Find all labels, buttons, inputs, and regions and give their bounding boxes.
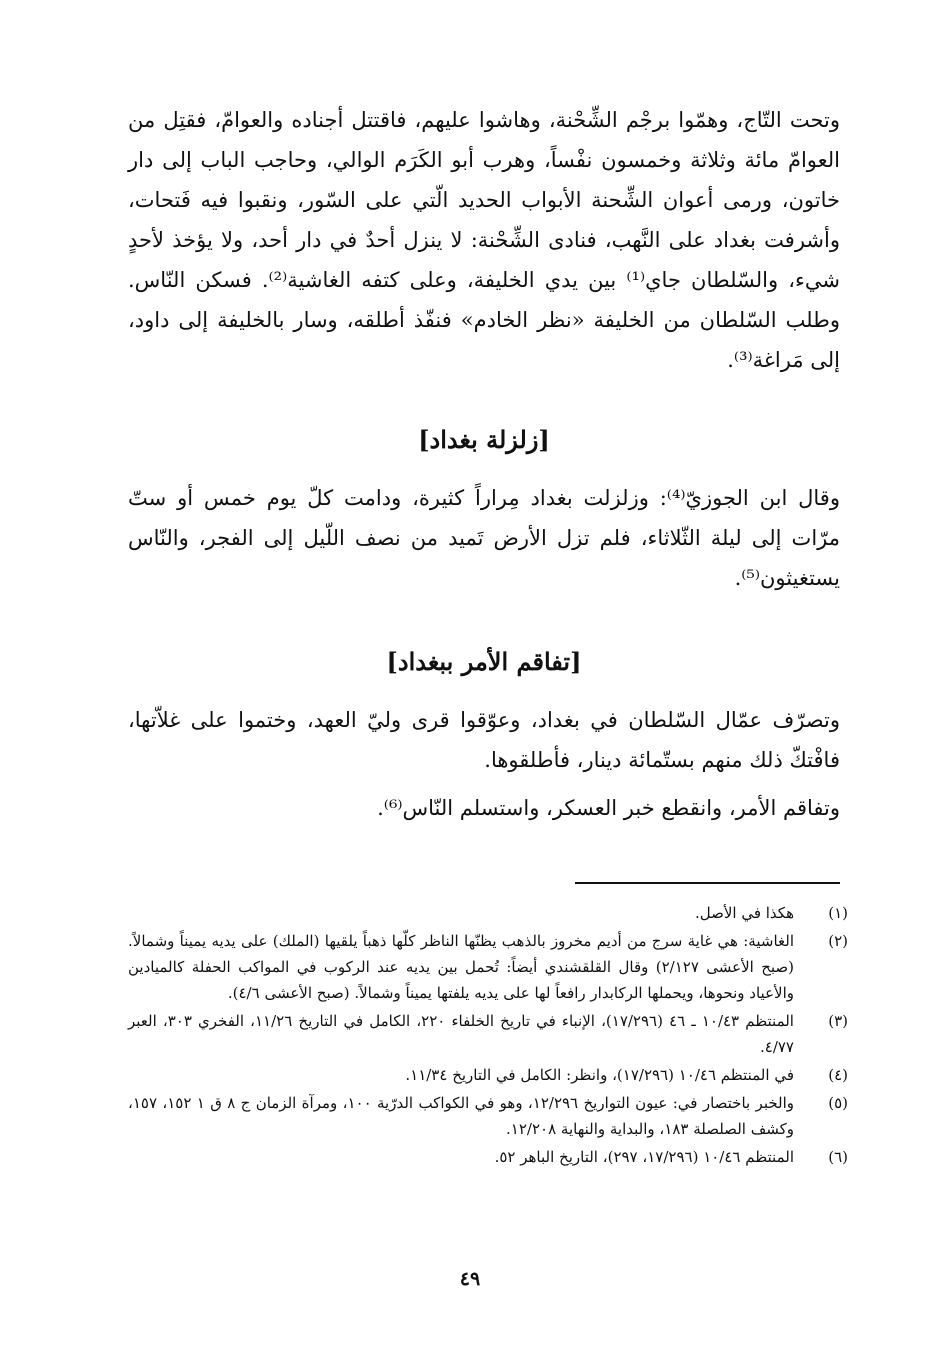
footnote-text: المنتظم ١٠/٤٦ (١٧/٢٩٦، ٢٩٧)، التاريخ الباهر ٥٢. xyxy=(494,1148,794,1166)
footnote-number: (١) xyxy=(828,904,848,922)
section-heading: [زلزلة بغداد] xyxy=(418,425,550,454)
footnote xyxy=(128,1144,848,1170)
footnote xyxy=(128,928,848,1006)
page-body xyxy=(128,100,840,828)
footnote xyxy=(128,900,848,926)
footnote xyxy=(128,1090,848,1142)
footnote-number: (٥) xyxy=(828,1094,848,1112)
paragraph: وتصرّف عمّال السّلطان في بغداد، وعوّقوا قرى وليّ العهد، وختموا على غلاّتها، فافْتكّ ذلك منهم بستّمائة دينار، فأطلقوها. xyxy=(128,708,840,772)
paragraph: وتحت التّاج، وهمّوا برجْم الشِّحْنة، وهاشوا عليهم، فاقتتل أجناده والعوامّ، فقتِل من العوامّ مائة وثلاثة وخمسون نفْساً، وهرب أبو الكَرَم الوالي، وحاجب الباب إلى دار خاتون، ورمى أعوان الشِّحنة الأبواب الحديد الّتي على السّور، ونقبوا فيه فَتحات، وأشرفت بغداد على النَّهب، فنادى الشِّحْنة: لا ينزل أحدٌ في دار أحد، ولا يؤخذ لأحدٍ شيء، والسّلطان جاي⁽¹⁾ بين يدي الخليفة، وعلى كتفه الغاشية⁽²⁾. فسكن النّاس. وطلب السّلطان من الخليفة «نظر الخادم» فنفّذ أطلقه، وسار بالخليفة إلى داود، إلى مَراغة⁽³⁾. xyxy=(128,108,840,372)
footnote-text: في المنتظم ١٠/٤٦ (١٧/٢٩٦)، وانظر: الكامل في التاريخ ١١/٣٤. xyxy=(405,1066,794,1084)
section-heading: [تفاقم الأمر ببغداد] xyxy=(386,647,582,676)
footnote-text: الغاشية: هي غاية سرج من أديم مخروز بالذهب يظنّها الناظر كلّها ذهباً يلقيها (الملك) على يديه يميناً وشمالاً. (صبح الأعشى ٢/١٢٧) وقال القلقشندي أيضاً: تُحمل بين يديه عند الركوب في المواكب الحفلة كالميادين والأعياد ونحوها، ويحملها الركابدار رافعاً لها على يديه يلفتها يميناً وشمالاً. (صبح الأعشى ٤/٦). xyxy=(128,932,794,1002)
footnote-divider xyxy=(575,882,840,884)
paragraph: وتفاقم الأمر، وانقطع خبر العسكر، واستسلم النّاس⁽⁶⁾. xyxy=(377,796,840,820)
footnote-text: هكذا في الأصل. xyxy=(694,904,794,922)
footnotes xyxy=(128,900,848,1172)
paragraph: وقال ابن الجوزيّ⁽⁴⁾: وزلزلت بغداد مِراراً كثيرة، ودامت كلّ يوم خمس أو ستّ مرّات إلى ليلة الثّلاثاء، فلم تزل الأرض تَميد من نصف اللّيل إلى الفجر، والنّاس يستغيثون⁽⁵⁾. xyxy=(128,486,840,590)
footnote-text: والخبر باختصار في: عيون التواريخ ١٢/٢٩٦، وهو في الكواكب الدرّية ١٠٠، ومرآة الزمان ج ٨ ق ١ ١٥٢، ١٥٧، وكشف الصلصلة ١٨٣، والبداية والنهاية ١٢/٢٠٨. xyxy=(128,1094,795,1138)
page-number: ٤٩ xyxy=(459,1268,481,1290)
footnote xyxy=(128,1008,848,1060)
footnote-number: (٣) xyxy=(828,1012,848,1030)
footnote-text: المنتظم ١٠/٤٣ ـ ٤٦ (١٧/٢٩٦)، الإنباء في تاريخ الخلفاء ٢٢٠، الكامل في التاريخ ١١/٢٦، الفخري ٣٠٣، العبر ٤/٧٧. xyxy=(128,1012,794,1056)
footnote-number: (٦) xyxy=(828,1148,848,1166)
footnote-number: (٤) xyxy=(828,1066,848,1084)
footnote-number: (٢) xyxy=(828,932,848,950)
footnote xyxy=(128,1062,848,1088)
